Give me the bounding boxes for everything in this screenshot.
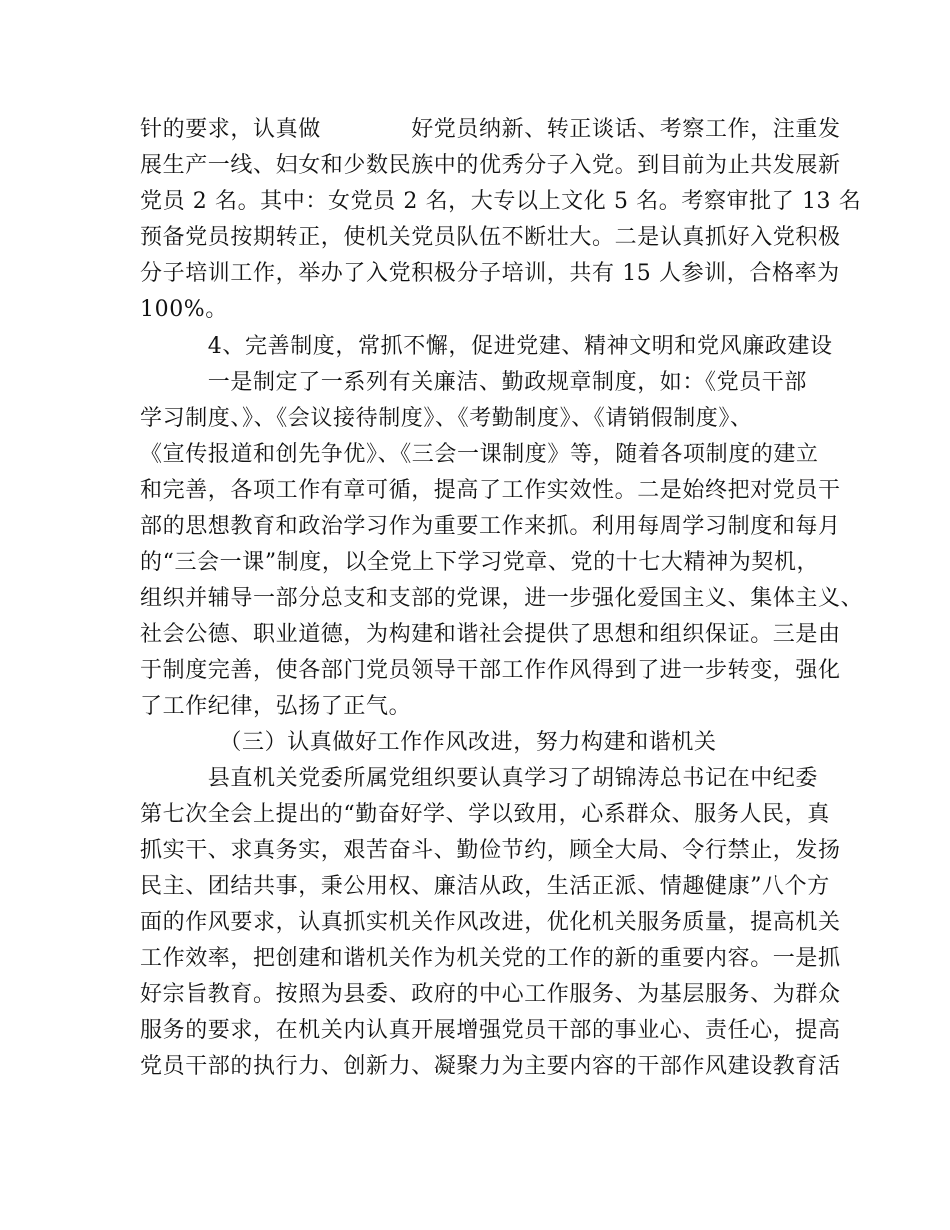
text-line: 党员 2 名。其中：女党员 2 名，大专以上文化 5 名。考察审批了 13 名: [140, 189, 862, 214]
text-line: 组织并辅导一部分总支和支部的党课，进一步强化爱国主义、集体主义、: [140, 586, 864, 611]
section-heading: （三）认真做好工作作风改进，努力构建和谐机关: [140, 730, 717, 755]
text-line: 预备党员按期转正，使机关党员队伍不断壮大。二是认真抓好入党积极: [140, 225, 841, 250]
text-line: 民主、团结共事，秉公用权、廉洁从政，生活正派、情趣健康”八个方: [140, 874, 830, 899]
text-line: 面的作风要求，认真抓实机关作风改进，优化机关服务质量，提高机关: [140, 910, 841, 935]
text-line: 了工作纪律，弘扬了正气。: [140, 694, 412, 719]
text-line: 分子培训工作，举办了入党积极分子培训，共有 15 人参训，合格率为: [140, 261, 840, 286]
text-line: 一是制定了一系列有关廉洁、勤政规章制度，如：《党员干部: [140, 370, 808, 395]
text-line: 展生产一线、妇女和少数民族中的优秀分子入党。到目前为止共发展新: [140, 153, 841, 178]
text-line: 100%。: [140, 297, 228, 322]
text-line: 第七次全会上提出的“勤奋好学、学以致用，心系群众、服务人民，真: [140, 802, 830, 827]
text-line: 县直机关党委所属党组织要认真学习了胡锦涛总书记在中纪委: [140, 766, 819, 791]
text-line: 好宗旨教育。按照为县委、政府的中心工作服务、为基层服务、为群众: [140, 982, 841, 1007]
text-line: 针的要求，认真做 好党员纳新、转正谈话、考察工作，注重发: [140, 117, 841, 142]
text-line: 学习制度、》、《会议接待制度》、《考勤制度》、《请销假制度》、: [140, 406, 753, 431]
text-line: 党员干部的执行力、创新力、凝聚力为主要内容的干部作风建设教育活: [140, 1054, 841, 1079]
text-line: 《宣传报道和创先争优》、《三会一课制度》等，随着各项制度的建立: [140, 442, 819, 467]
section-heading: 4、完善制度，常抓不懈，促进党建、精神文明和党风廉政建设: [140, 334, 833, 359]
text-line: 部的思想教育和政治学习作为重要工作来抓。利用每周学习制度和每月: [140, 514, 841, 539]
text-line: 工作效率，把创建和谐机关作为机关党的工作的新的重要内容。一是抓: [140, 946, 841, 971]
text-line: 服务的要求，在机关内认真开展增强党员干部的事业心、责任心，提高: [140, 1018, 841, 1043]
text-line: 社会公德、职业道德，为构建和谐社会提供了思想和组织保证。三是由: [140, 622, 841, 647]
text-line: 的“三会一课”制度，以全党上下学习党章、党的十七大精神为契机，: [140, 550, 820, 575]
text-line: 和完善，各项工作有章可循，提高了工作实效性。二是始终把对党员干: [140, 478, 841, 503]
text-line: 于制度完善，使各部门党员领导干部工作作风得到了进一步转变，强化: [140, 658, 841, 683]
text-line: 抓实干、求真务实，艰苦奋斗、勤俭节约，顾全大局、令行禁止，发扬: [140, 838, 841, 863]
